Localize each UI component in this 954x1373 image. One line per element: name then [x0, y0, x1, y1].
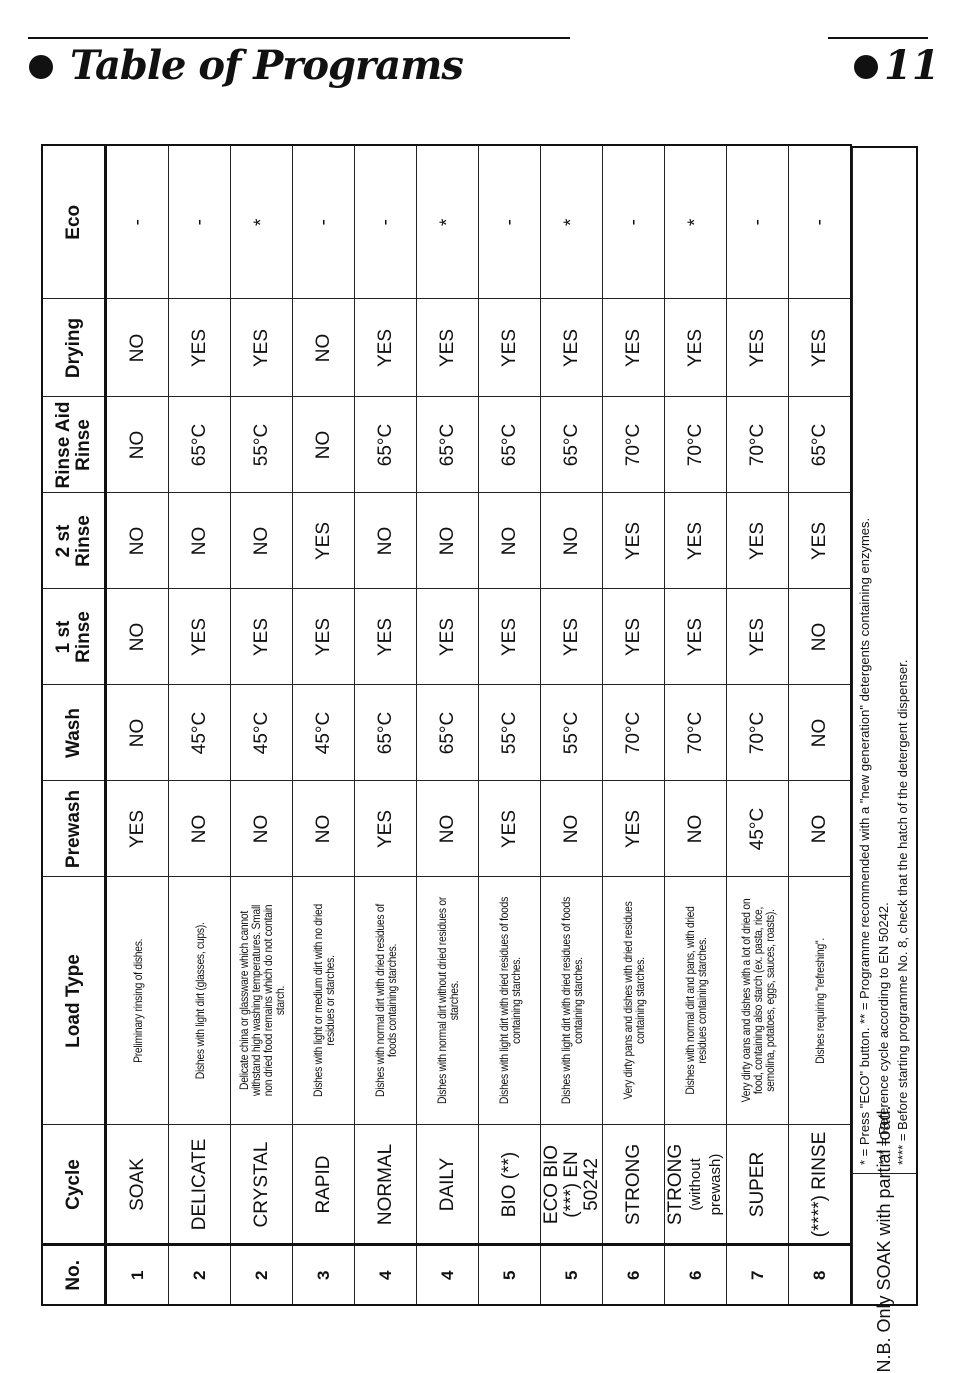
cell-rinse-aid: 70°C: [727, 397, 789, 493]
cell-rinse-aid: 70°C: [603, 397, 665, 493]
cell-cycle: STRONG (without prewash): [665, 1125, 727, 1245]
cell-prewash: NO: [789, 781, 852, 877]
cell-drying: YES: [789, 299, 852, 397]
cell-prewash: 45°C: [727, 781, 789, 877]
cell-eco: -: [603, 145, 665, 299]
cell-prewash: NO: [169, 781, 231, 877]
table-row: [355, 145, 417, 1305]
cell-rinse1: YES: [479, 589, 541, 685]
column-header-load-type: Load Type: [42, 877, 106, 1125]
cell-eco: -: [106, 145, 169, 299]
page-title: Table of Programs: [70, 42, 463, 89]
cell-rinse1: YES: [417, 589, 479, 685]
cell-drying: YES: [603, 299, 665, 397]
cell-cycle: SOAK: [106, 1125, 169, 1245]
header-rule-right: [828, 37, 928, 39]
cell-no: 5: [479, 1245, 541, 1305]
cell-rinse2: NO: [231, 493, 293, 589]
cell-rinse2: YES: [293, 493, 355, 589]
cell-cycle: SUPER: [727, 1125, 789, 1245]
cell-rinse2: NO: [169, 493, 231, 589]
cell-prewash: YES: [479, 781, 541, 877]
cell-load-type: Dishes with normal dirt with dried residues of foods containing starches.: [355, 877, 417, 1125]
cell-no: 2: [169, 1245, 231, 1305]
column-header-cycle: Cycle: [42, 1125, 106, 1245]
footnote-line: *** = Reference cycle according to EN 50242.: [876, 902, 891, 1165]
cell-rinse1: YES: [355, 589, 417, 685]
cell-wash: 55°C: [479, 685, 541, 781]
cell-rinse-aid: 65°C: [541, 397, 603, 493]
cell-eco: -: [355, 145, 417, 299]
footnotes: [853, 148, 916, 1173]
column-header-no: No.: [42, 1245, 106, 1305]
table-row: [231, 145, 293, 1305]
cell-no: 7: [727, 1245, 789, 1305]
cell-rinse2: YES: [665, 493, 727, 589]
cell-load-type: Delicate china or glassware which cannot withstand high washing temperatures. Small non dried food remains which do not contain starch.: [231, 877, 293, 1125]
cell-rinse2: NO: [479, 493, 541, 589]
cell-eco: *: [231, 145, 293, 299]
column-header-rinse2: 2 st Rinse: [42, 493, 106, 589]
cell-drying: YES: [355, 299, 417, 397]
page-number: 11: [884, 42, 940, 89]
cell-rinse2: YES: [727, 493, 789, 589]
cell-drying: NO: [293, 299, 355, 397]
cell-no: 4: [417, 1245, 479, 1305]
cell-wash: 70°C: [665, 685, 727, 781]
cell-wash: 45°C: [169, 685, 231, 781]
cell-prewash: NO: [417, 781, 479, 877]
cell-wash: 70°C: [603, 685, 665, 781]
cell-rinse-aid: NO: [293, 397, 355, 493]
footnote-line: **** = Before starting programme No. 8, check that the hatch of the detergent dispenser.: [895, 659, 910, 1165]
cell-rinse1: YES: [293, 589, 355, 685]
cell-drying: YES: [665, 299, 727, 397]
cell-wash: 65°C: [417, 685, 479, 781]
column-header-prewash: Prewash: [42, 781, 106, 877]
cell-load-type: Dishes with normal dirt without dried residues or starches.: [417, 877, 479, 1125]
cell-load-type: Dishes with light dirt with dried residues of foods containing starches.: [541, 877, 603, 1125]
cell-load-type: Preliminary rinsing of dishes.: [106, 877, 169, 1125]
cell-wash: 70°C: [727, 685, 789, 781]
cell-cycle: RAPID: [293, 1125, 355, 1245]
table-row: [479, 145, 541, 1305]
programs-table: [41, 144, 852, 1306]
cell-rinse-aid: 65°C: [417, 397, 479, 493]
cell-wash: 45°C: [293, 685, 355, 781]
cell-load-type: Dishes with light dirt (glasses, cups).: [169, 877, 231, 1125]
cell-eco: *: [417, 145, 479, 299]
cell-no: 3: [293, 1245, 355, 1305]
cell-no: 6: [603, 1245, 665, 1305]
cell-cycle: ECO BIO (***) EN 50242: [541, 1125, 603, 1245]
cell-rinse2: YES: [789, 493, 852, 589]
cell-cycle: BIO (**): [479, 1125, 541, 1245]
title-bullet-icon: [29, 55, 53, 79]
cell-rinse-aid: 65°C: [789, 397, 852, 493]
table-header-row: [42, 145, 106, 1305]
cell-rinse-aid: 65°C: [169, 397, 231, 493]
cell-drying: YES: [479, 299, 541, 397]
cell-drying: YES: [541, 299, 603, 397]
table-row: [727, 145, 789, 1305]
cell-rinse-aid: NO: [106, 397, 169, 493]
table-body: [106, 145, 852, 1305]
cell-drying: YES: [231, 299, 293, 397]
cell-rinse1: YES: [541, 589, 603, 685]
cell-load-type: Dishes with normal dirt and pans, with dried residues containing starches.: [665, 877, 727, 1125]
table-row: [106, 145, 169, 1305]
cell-eco: -: [169, 145, 231, 299]
cell-eco: *: [665, 145, 727, 299]
cell-prewash: YES: [106, 781, 169, 877]
cell-prewash: YES: [603, 781, 665, 877]
cell-rinse2: YES: [603, 493, 665, 589]
cell-rinse1: NO: [789, 589, 852, 685]
cell-cycle: (****) RINSE: [789, 1125, 852, 1245]
cell-load-type: Dishes with light dirt with dried residues of foods containing starches.: [479, 877, 541, 1125]
page-number-bullet-icon: [854, 55, 878, 79]
table-row: [665, 145, 727, 1305]
cell-prewash: NO: [231, 781, 293, 877]
cell-eco: -: [293, 145, 355, 299]
cell-rinse2: NO: [106, 493, 169, 589]
cell-no: 6: [665, 1245, 727, 1305]
cell-load-type: Very dirty pans and dishes with dried residues containing starches.: [603, 877, 665, 1125]
cell-load-type: Dishes with light or medium dirt with no dried residues or starches.: [293, 877, 355, 1125]
footnote-line: * = Press "ECO" button. ** = Programme recommended with a "new generation" detergents containing enzymes.: [857, 517, 872, 1165]
cell-load-type: Dishes requiring "refreshing".: [789, 877, 852, 1125]
cell-rinse1: YES: [169, 589, 231, 685]
nb-note: [853, 1105, 916, 1373]
cell-eco: -: [479, 145, 541, 299]
cell-cycle: DAILY: [417, 1125, 479, 1245]
cell-load-type: Very dirty oans and dishes with a lot of dried on food, containing also starch (ex. pasta, rice, semolina, potatoes, eggs, sauces, roasts).: [727, 877, 789, 1125]
cell-no: 2: [231, 1245, 293, 1305]
cell-prewash: NO: [665, 781, 727, 877]
cell-drying: YES: [169, 299, 231, 397]
table-row: [169, 145, 231, 1305]
column-header-eco: Eco: [42, 145, 106, 299]
column-header-rinse-aid: Rinse Aid Rinse: [42, 397, 106, 493]
cell-wash: NO: [789, 685, 852, 781]
table-row: [789, 145, 852, 1305]
table-row: [417, 145, 479, 1305]
cell-rinse1: YES: [231, 589, 293, 685]
column-header-wash: Wash: [42, 685, 106, 781]
cell-drying: YES: [417, 299, 479, 397]
cell-rinse-aid: 70°C: [665, 397, 727, 493]
table-row: [603, 145, 665, 1305]
cell-cycle: STRONG: [603, 1125, 665, 1245]
cell-rinse-aid: 55°C: [231, 397, 293, 493]
cell-no: 1: [106, 1245, 169, 1305]
cell-cycle: CRYSTAL: [231, 1125, 293, 1245]
cell-rinse1: NO: [106, 589, 169, 685]
cell-prewash: YES: [355, 781, 417, 877]
cell-rinse2: NO: [417, 493, 479, 589]
cell-no: 8: [789, 1245, 852, 1305]
table-row: [541, 145, 603, 1305]
cell-no: 5: [541, 1245, 603, 1305]
cell-drying: YES: [727, 299, 789, 397]
cell-wash: NO: [106, 685, 169, 781]
cell-cycle: DELICATE: [169, 1125, 231, 1245]
cell-prewash: NO: [293, 781, 355, 877]
cell-rinse2: NO: [355, 493, 417, 589]
cell-rinse2: NO: [541, 493, 603, 589]
cell-wash: 55°C: [541, 685, 603, 781]
cell-rinse1: YES: [603, 589, 665, 685]
cell-drying: NO: [106, 299, 169, 397]
cell-rinse-aid: 65°C: [479, 397, 541, 493]
cell-prewash: NO: [541, 781, 603, 877]
table-row: [293, 145, 355, 1305]
column-header-drying: Drying: [42, 299, 106, 397]
programs-table-rotated: [41, 146, 912, 1373]
cell-eco: -: [789, 145, 852, 299]
cell-rinse-aid: 65°C: [355, 397, 417, 493]
cell-eco: -: [727, 145, 789, 299]
cell-cycle: NORMAL: [355, 1125, 417, 1245]
cell-eco: *: [541, 145, 603, 299]
column-header-rinse1: 1 st Rinse: [42, 589, 106, 685]
cell-rinse1: YES: [665, 589, 727, 685]
cell-wash: 45°C: [231, 685, 293, 781]
cell-wash: 65°C: [355, 685, 417, 781]
nb-note-text: N.B. Only SOAK with partial load.: [874, 1105, 894, 1373]
footer-notes: [852, 146, 918, 1373]
header-rule-left: [28, 37, 570, 39]
cell-rinse1: YES: [727, 589, 789, 685]
cell-no: 4: [355, 1245, 417, 1305]
